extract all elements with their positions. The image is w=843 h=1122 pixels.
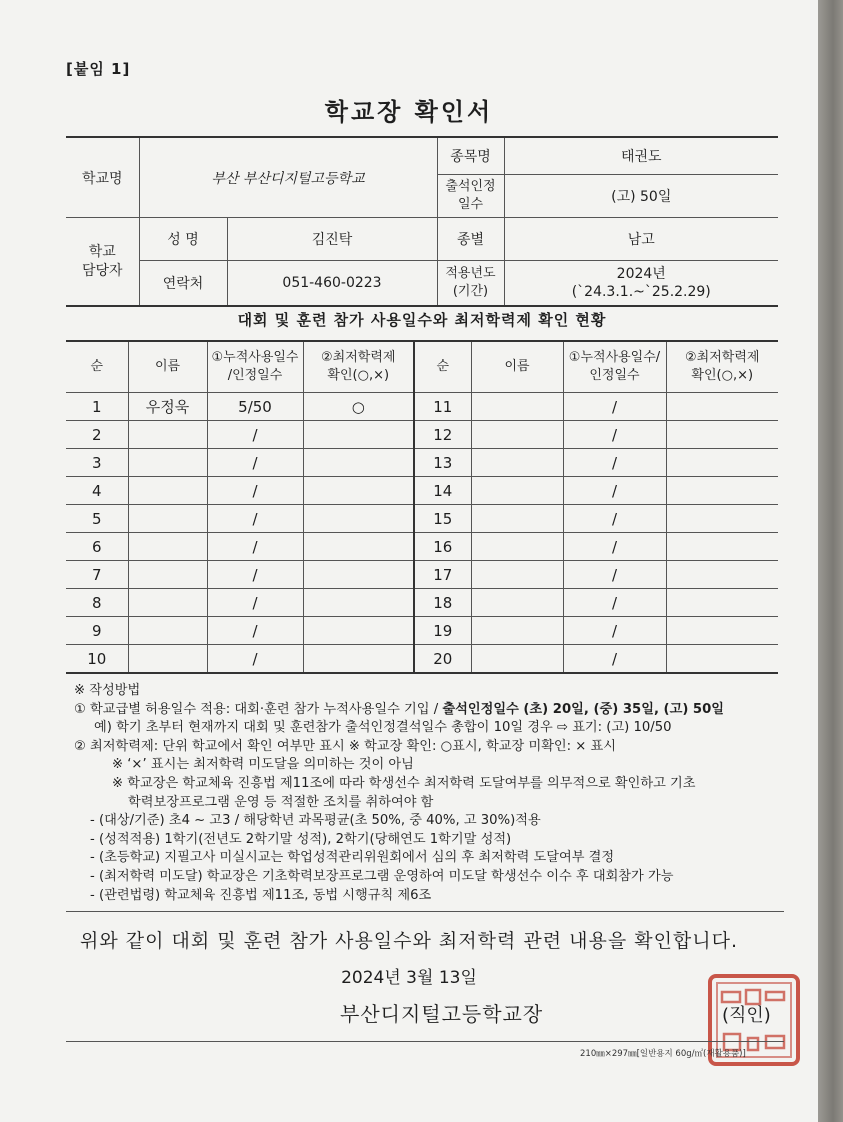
table-cell — [303, 617, 414, 645]
detail-2: - (성적적용) 1학기(전년도 2학기말 성적), 2학기(당해연도 1학기말 성적) — [90, 831, 512, 847]
note-2-b: ※ 학교장은 학교체육 진흥법 제11조에 따라 학생선수 최저학력 도달여부를 의무적으로 확인하고 기초 — [112, 775, 696, 791]
table-cell: 1 — [66, 393, 128, 421]
note-2: ② 최저학력제: 단위 학교에서 확인 여부만 표시 ※ 학교장 확인: ○표시, 학교장 미확인: × 표시 — [74, 738, 617, 754]
name-label: 성 명 — [139, 218, 227, 261]
table-cell: 9 — [66, 617, 128, 645]
table-cell: 14 — [414, 477, 471, 505]
contact-value: 051-460-0223 — [227, 261, 437, 307]
table-cell — [128, 449, 207, 477]
sport-value: 태권도 — [504, 137, 778, 175]
table-cell: 20 — [414, 645, 471, 674]
table-cell: 19 — [414, 617, 471, 645]
table-row — [66, 421, 778, 449]
table-row — [66, 561, 778, 589]
divider — [66, 911, 784, 912]
table-cell — [666, 449, 778, 477]
table-cell — [303, 561, 414, 589]
table-cell — [666, 421, 778, 449]
table-cell: / — [563, 533, 666, 561]
table-cell: / — [563, 477, 666, 505]
table-cell: 16 — [414, 533, 471, 561]
attendance-value: (고) 50일 — [504, 175, 778, 218]
bottom-divider — [66, 1041, 784, 1042]
table-cell: 3 — [66, 449, 128, 477]
table-cell: / — [563, 421, 666, 449]
table-cell: / — [563, 617, 666, 645]
writing-instructions — [74, 682, 794, 905]
status-table — [66, 340, 778, 674]
table-row — [66, 505, 778, 533]
table-cell: / — [207, 645, 303, 674]
table-cell: 8 — [66, 589, 128, 617]
detail-4: - (최저학력 미도달) 학교장은 기초학력보장프로그램 운영하여 미도달 학생선수 이수 후 대회참가 가능 — [90, 868, 674, 884]
table-cell: / — [563, 561, 666, 589]
table-cell — [471, 449, 563, 477]
note-2-c: 학력보장프로그램 운영 등 적절한 조치를 취하여야 함 — [128, 794, 434, 810]
column-header: ①누적사용일수/ 인정일수 — [563, 341, 666, 393]
table-cell: 11 — [414, 393, 471, 421]
table-cell: 2 — [66, 421, 128, 449]
table-cell — [128, 561, 207, 589]
sport-label: 종목명 — [437, 137, 504, 175]
page-title: 학교장 확인서 — [324, 98, 494, 126]
category-label: 종별 — [437, 218, 504, 261]
table-cell: / — [207, 561, 303, 589]
table-row — [66, 617, 778, 645]
table-cell: / — [563, 589, 666, 617]
table-cell — [128, 617, 207, 645]
table-row — [66, 645, 778, 674]
attendance-label: 출석인정 일수 — [437, 175, 504, 218]
note-1-emphasis: 출석인정일수 (초) 20일, (중) 35일, (고) 50일 — [442, 701, 725, 717]
table-cell — [128, 477, 207, 505]
table-cell: 5/50 — [207, 393, 303, 421]
info-table — [66, 136, 778, 307]
name-value: 김진탁 — [227, 218, 437, 261]
table-cell: 15 — [414, 505, 471, 533]
table-cell: 12 — [414, 421, 471, 449]
column-header: 이름 — [128, 341, 207, 393]
manager-label: 학교 담당자 — [66, 218, 139, 307]
table-cell: / — [207, 505, 303, 533]
table-cell — [471, 645, 563, 674]
notes-heading: ※ 작성방법 — [74, 683, 141, 698]
table-cell: / — [207, 421, 303, 449]
table-cell: / — [207, 449, 303, 477]
table-cell — [128, 589, 207, 617]
table-cell: 5 — [66, 505, 128, 533]
column-header: 이름 — [471, 341, 563, 393]
column-header: ②최저학력제 확인(○,×) — [303, 341, 414, 393]
detail-5: - (관련법령) 학교체육 진흥법 제11조, 동법 시행규칙 제6조 — [90, 887, 432, 903]
table-row — [66, 449, 778, 477]
table-cell: 우정욱 — [128, 393, 207, 421]
table-cell: 10 — [66, 645, 128, 674]
school-label: 학교명 — [66, 137, 139, 218]
table-cell — [303, 533, 414, 561]
table-cell: / — [563, 645, 666, 674]
table-cell: / — [207, 589, 303, 617]
table-cell: 7 — [66, 561, 128, 589]
table-cell — [666, 561, 778, 589]
note-1-example: 예) 학기 초부터 현재까지 대회 및 훈련참가 출석인정결석일수 총합이 10일 경우 ⇨ 표기: (고) 10/50 — [94, 720, 672, 736]
table-cell — [666, 533, 778, 561]
table-cell: / — [207, 477, 303, 505]
column-header: 순 — [414, 341, 471, 393]
table-cell — [303, 645, 414, 674]
table-cell — [471, 505, 563, 533]
column-header: ②최저학력제 확인(○,×) — [666, 341, 778, 393]
confirmation-statement: 위와 같이 대회 및 훈련 참가 사용일수와 최저학력 관련 내용을 확인합니다. — [79, 930, 739, 952]
table-cell — [303, 421, 414, 449]
section-title: 대회 및 훈련 참가 사용일수와 최저학력제 확인 현황 — [237, 311, 607, 329]
table-cell — [666, 393, 778, 421]
table-cell — [128, 645, 207, 674]
table-cell: 4 — [66, 477, 128, 505]
column-header: 순 — [66, 341, 128, 393]
table-cell — [471, 533, 563, 561]
table-cell: ○ — [303, 393, 414, 421]
table-cell — [471, 393, 563, 421]
note-1-text: ① 학교급별 허용일수 적용: 대회·훈련 참가 누적사용일수 기입 / — [74, 701, 443, 717]
table-cell: / — [563, 393, 666, 421]
table-row — [66, 589, 778, 617]
table-cell: 18 — [414, 589, 471, 617]
table-cell — [471, 617, 563, 645]
table-cell: / — [563, 449, 666, 477]
table-cell — [471, 477, 563, 505]
year-label: 적용년도 (기간) — [437, 261, 504, 307]
detail-3: - (초등학교) 지필고사 미실시교는 학업성적관리위원회에서 심의 후 최저학력 도달여부 결정 — [90, 850, 615, 866]
issue-date: 2024년 3월 13일 — [341, 968, 477, 988]
table-cell: 6 — [66, 533, 128, 561]
principal-name: 부산디지털고등학교장 — [340, 1002, 544, 1026]
table-cell: / — [207, 617, 303, 645]
note-2-a: ※ ‘×’ 표시는 최저학력 미도달을 의미하는 것이 아님 — [112, 757, 414, 773]
year-value: 2024년 (`24.3.1.~`25.2.29) — [504, 261, 778, 307]
note-1 — [74, 701, 794, 720]
table-row — [66, 477, 778, 505]
table-cell — [303, 589, 414, 617]
table-cell — [128, 421, 207, 449]
table-cell — [303, 477, 414, 505]
table-cell — [128, 505, 207, 533]
column-header: ①누적사용일수 /인정일수 — [207, 341, 303, 393]
seal-label: (직인) — [722, 1005, 771, 1026]
table-cell — [471, 589, 563, 617]
table-cell — [128, 533, 207, 561]
detail-1: - (대상/기준) 초4 ~ 고3 / 해당학년 과목평균(초 50%, 중 40%, 고 30%)적용 — [90, 813, 541, 829]
table-cell — [666, 589, 778, 617]
table-row — [66, 393, 778, 421]
background-surface — [818, 0, 843, 1122]
table-cell — [303, 505, 414, 533]
table-cell — [471, 561, 563, 589]
table-cell: / — [207, 533, 303, 561]
table-cell — [666, 477, 778, 505]
table-row — [66, 533, 778, 561]
table-cell — [666, 505, 778, 533]
table-cell: / — [563, 505, 666, 533]
table-cell: 13 — [414, 449, 471, 477]
contact-label: 연락처 — [139, 261, 227, 307]
table-cell — [666, 645, 778, 674]
table-header-row — [66, 341, 778, 393]
table-cell — [303, 449, 414, 477]
attachment-label: [붙임 1] — [66, 60, 131, 78]
school-value: 부산 부산디지털고등학교 — [139, 137, 437, 218]
category-value: 남고 — [504, 218, 778, 261]
table-cell: 17 — [414, 561, 471, 589]
table-cell — [471, 421, 563, 449]
table-cell — [666, 617, 778, 645]
paper-size-note: 210㎜×297㎜[일반용지 60g/㎡(재활용품)] — [580, 1049, 746, 1059]
